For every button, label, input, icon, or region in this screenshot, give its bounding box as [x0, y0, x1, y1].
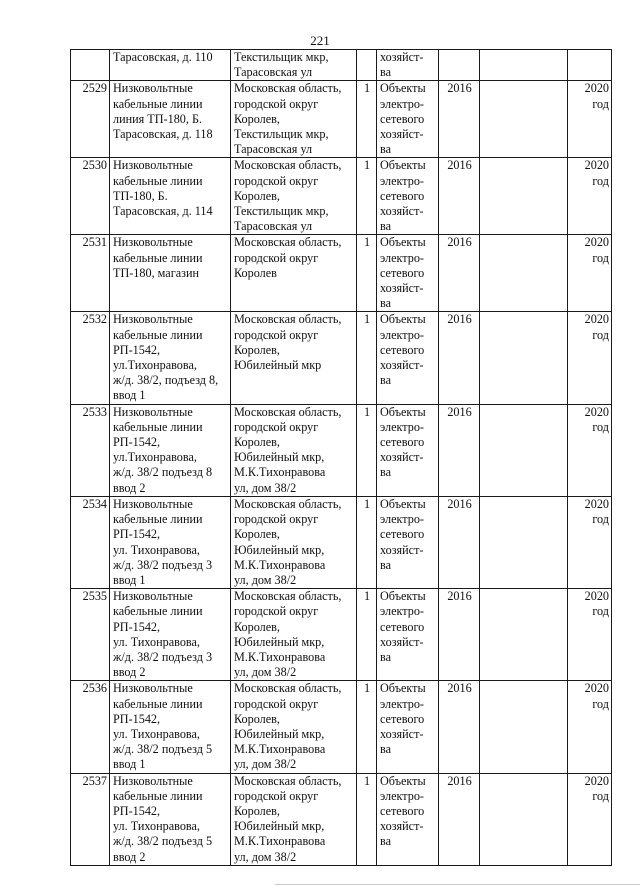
- cell-object-type: Объекты электро- сетевого хозяйст- ва: [377, 312, 439, 404]
- cell-empty: [480, 773, 568, 865]
- table-row: [71, 773, 612, 865]
- cell-object-name: Низковольтные кабельные линии РП-1542, ул.Тихонравова, ж/д. 38/2, подъезд 8, ввод 1: [110, 312, 231, 404]
- cell-quantity: 1: [357, 312, 377, 404]
- page-number: 221: [310, 33, 330, 48]
- cell-year: 2016: [439, 589, 480, 681]
- scan-edge-line: [275, 884, 640, 885]
- cell-object-type: Объекты электро- сетевого хозяйст- ва: [377, 773, 439, 865]
- cell-year: 2016: [439, 681, 480, 773]
- cell-empty: [480, 235, 568, 312]
- cell-empty: [480, 158, 568, 235]
- cell-address: Московская область, городской округ Королев, Юбилейный мкр, М.К.Тихонравова ул, дом 38/2: [231, 404, 357, 496]
- cell-object-type: Объекты электро- сетевого хозяйст- ва: [377, 158, 439, 235]
- cell-number: 2532: [71, 312, 110, 404]
- cell-term: 2020 год: [568, 496, 612, 588]
- cell-year: [439, 50, 480, 81]
- table-row-continued: [71, 50, 612, 81]
- cell-object-name: Тарасовская, д. 110: [110, 50, 231, 81]
- cell-term: 2020 год: [568, 158, 612, 235]
- cell-object-name: Низковольтные кабельные линии ТП-180, Б. Тарасовская, д. 114: [110, 158, 231, 235]
- cell-object-type: хозяйст- ва: [377, 50, 439, 81]
- cell-term: 2020 год: [568, 81, 612, 158]
- cell-quantity: 1: [357, 81, 377, 158]
- table-row: [71, 158, 612, 235]
- cell-term: 2020 год: [568, 235, 612, 312]
- cell-object-name: Низковольтные кабельные линии РП-1542, ул. Тихонравова, ж/д. 38/2 подъезд 3 ввод 1: [110, 496, 231, 588]
- cell-address: Текстильщик мкр, Тарасовская ул: [231, 50, 357, 81]
- cell-year: 2016: [439, 312, 480, 404]
- cell-empty: [480, 312, 568, 404]
- table-row: [71, 235, 612, 312]
- cell-quantity: 1: [357, 158, 377, 235]
- table-row: [71, 496, 612, 588]
- cell-object-name: Низковольтные кабельные линии РП-1542, ул. Тихонравова, ж/д. 38/2 подъезд 3 ввод 2: [110, 589, 231, 681]
- cell-number: 2529: [71, 81, 110, 158]
- table-row: [71, 404, 612, 496]
- cell-address: Московская область, городской округ Королев: [231, 235, 357, 312]
- cell-number: [71, 50, 110, 81]
- cell-quantity: 1: [357, 773, 377, 865]
- cell-term: 2020 год: [568, 404, 612, 496]
- table-row: [71, 681, 612, 773]
- cell-number: 2533: [71, 404, 110, 496]
- cell-empty: [480, 81, 568, 158]
- cell-object-type: Объекты электро- сетевого хозяйст- ва: [377, 81, 439, 158]
- cell-object-name: Низковольтные кабельные линии ТП-180, магазин: [110, 235, 231, 312]
- cell-object-type: Объекты электро- сетевого хозяйст- ва: [377, 235, 439, 312]
- cell-object-name: Низковольтные кабельные линии РП-1542, ул.Тихонравова, ж/д. 38/2 подъезд 8 ввод 2: [110, 404, 231, 496]
- cell-number: 2530: [71, 158, 110, 235]
- cell-object-type: Объекты электро- сетевого хозяйст- ва: [377, 496, 439, 588]
- cell-object-name: Низковольтные кабельные линии РП-1542, ул. Тихонравова, ж/д. 38/2 подъезд 5 ввод 2: [110, 773, 231, 865]
- cell-year: 2016: [439, 404, 480, 496]
- cell-address: Московская область, городской округ Королев, Текстильщик мкр, Тарасовская ул: [231, 81, 357, 158]
- table-row: [71, 81, 612, 158]
- cell-term: [568, 50, 612, 81]
- cell-empty: [480, 404, 568, 496]
- cell-number: 2534: [71, 496, 110, 588]
- table-row: [71, 312, 612, 404]
- cell-term: 2020 год: [568, 312, 612, 404]
- cell-year: 2016: [439, 235, 480, 312]
- cell-address: Московская область, городской округ Королев, Юбилейный мкр, М.К.Тихонравова ул, дом 38/2: [231, 773, 357, 865]
- cell-object-type: Объекты электро- сетевого хозяйст- ва: [377, 681, 439, 773]
- cell-year: 2016: [439, 496, 480, 588]
- cell-quantity: 1: [357, 235, 377, 312]
- cell-number: 2535: [71, 589, 110, 681]
- cell-address: Московская область, городской округ Королев, Юбилейный мкр, М.К.Тихонравова ул, дом 38/2: [231, 681, 357, 773]
- cell-term: 2020 год: [568, 773, 612, 865]
- cell-empty: [480, 496, 568, 588]
- cell-object-type: Объекты электро- сетевого хозяйст- ва: [377, 404, 439, 496]
- cell-quantity: [357, 50, 377, 81]
- cell-number: 2537: [71, 773, 110, 865]
- cell-address: Московская область, городской округ Королев, Юбилейный мкр, М.К.Тихонравова ул, дом 38/2: [231, 589, 357, 681]
- cell-number: 2536: [71, 681, 110, 773]
- cell-term: 2020 год: [568, 589, 612, 681]
- cell-object-name: Низковольтные кабельные линии РП-1542, ул. Тихонравова, ж/д. 38/2 подъезд 5 ввод 1: [110, 681, 231, 773]
- cell-address: Московская область, городской округ Королев, Текстильщик мкр, Тарасовская ул: [231, 158, 357, 235]
- registry-table: [70, 49, 612, 866]
- table-row: [71, 589, 612, 681]
- cell-quantity: 1: [357, 589, 377, 681]
- cell-empty: [480, 681, 568, 773]
- cell-address: Московская область, городской округ Королев, Юбилейный мкр, М.К.Тихонравова ул, дом 38/2: [231, 496, 357, 588]
- cell-number: 2531: [71, 235, 110, 312]
- cell-object-name: Низковольтные кабельные линии линия ТП-180, Б. Тарасовская, д. 118: [110, 81, 231, 158]
- cell-year: 2016: [439, 773, 480, 865]
- cell-quantity: 1: [357, 681, 377, 773]
- cell-object-type: Объекты электро- сетевого хозяйст- ва: [377, 589, 439, 681]
- cell-address: Московская область, городской округ Королев, Юбилейный мкр: [231, 312, 357, 404]
- cell-year: 2016: [439, 81, 480, 158]
- cell-quantity: 1: [357, 496, 377, 588]
- cell-empty: [480, 50, 568, 81]
- cell-empty: [480, 589, 568, 681]
- cell-term: 2020 год: [568, 681, 612, 773]
- cell-quantity: 1: [357, 404, 377, 496]
- cell-year: 2016: [439, 158, 480, 235]
